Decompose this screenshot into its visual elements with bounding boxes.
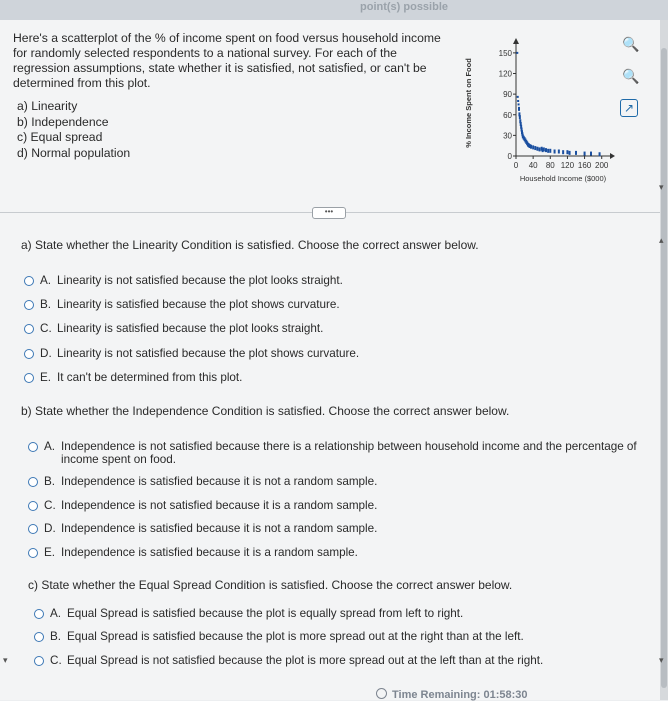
y-tick-label: 30 bbox=[503, 131, 512, 141]
y-tick-label: 150 bbox=[498, 48, 512, 58]
x-tick-label: 160 bbox=[577, 161, 592, 170]
data-point bbox=[516, 52, 518, 54]
data-point bbox=[554, 150, 556, 154]
assumption-item: b) Independence bbox=[17, 114, 109, 129]
x-axis-arrow-icon bbox=[610, 153, 615, 159]
data-point bbox=[530, 145, 532, 149]
data-point bbox=[562, 150, 564, 154]
y-axis-arrow-icon bbox=[513, 38, 519, 44]
x-axis-label: Household Income ($000) bbox=[519, 174, 607, 183]
time-remaining bbox=[376, 688, 528, 701]
data-point bbox=[534, 146, 536, 150]
assumption-list bbox=[17, 99, 130, 161]
top-bar bbox=[0, 0, 668, 20]
data-point bbox=[536, 147, 538, 151]
y-tick-label: 120 bbox=[498, 69, 512, 79]
option-c-c[interactable]: C. Equal Spread is not satisfied because the plot is more spread out at the left than at the right. bbox=[34, 654, 543, 667]
data-point bbox=[518, 103, 520, 105]
scroll-left-arrow-icon[interactable]: ▾ bbox=[3, 655, 8, 665]
assumption-item: c) Equal spread bbox=[17, 130, 103, 144]
option-a-e[interactable]: E. It can't be determined from this plot. bbox=[24, 371, 242, 384]
option-a-c[interactable]: C. Linearity is satisfied because the plot looks straight. bbox=[24, 322, 323, 335]
popout-icon[interactable]: ↗ bbox=[620, 99, 638, 117]
option-b-b[interactable]: B. Independence is satisfied because it is not a random sample. bbox=[28, 475, 377, 488]
y-tick-label: 60 bbox=[503, 110, 512, 120]
option-b-c[interactable]: C. Independence is not satisfied because it is a random sample. bbox=[28, 499, 377, 512]
radio-button[interactable] bbox=[28, 442, 38, 452]
x-tick-label: 120 bbox=[560, 161, 575, 170]
question-c-prompt: c) State whether the Equal Spread Condition is satisfied. Choose the correct answer below. bbox=[28, 578, 513, 592]
option-c-a[interactable]: A. Equal Spread is satisfied because the plot is equally spread from left to right. bbox=[34, 607, 463, 620]
option-a-a[interactable]: A. Linearity is not satisfied because the plot looks straight. bbox=[24, 274, 343, 287]
radio-button[interactable] bbox=[24, 349, 34, 359]
option-b-d[interactable]: D. Independence is satisfied because it is not a random sample. bbox=[28, 522, 377, 535]
scrollbar-thumb[interactable] bbox=[661, 48, 667, 688]
assumption-item: d) Normal population bbox=[17, 145, 131, 160]
radio-button[interactable] bbox=[28, 477, 38, 487]
more-button[interactable]: ••• bbox=[312, 207, 346, 219]
data-point bbox=[545, 148, 547, 152]
data-point bbox=[518, 107, 520, 111]
assumption-item: a) Linearity bbox=[17, 99, 78, 113]
zoom-in-icon[interactable]: 🔍 bbox=[622, 36, 640, 52]
radio-button[interactable] bbox=[28, 524, 38, 534]
radio-button[interactable] bbox=[24, 276, 34, 286]
radio-button[interactable] bbox=[24, 300, 34, 310]
data-point bbox=[558, 150, 560, 154]
radio-button[interactable] bbox=[28, 548, 38, 558]
radio-button[interactable] bbox=[34, 656, 44, 666]
data-point bbox=[584, 152, 586, 156]
time-remaining-value: 01:58:30 bbox=[483, 689, 528, 701]
data-point bbox=[599, 152, 601, 156]
question-b-prompt: b) State whether the Independence Condition is satisfied. Choose the correct answer below. bbox=[21, 404, 510, 418]
data-point bbox=[517, 96, 519, 98]
question-intro: Here's a scatterplot of the % of income spent on food versus household income for randomly selected respondents to a national survey. For each of the regression assumptions, state whether it is satisfied, not satisfied, or can't be determined from this plot. bbox=[13, 31, 441, 90]
data-point bbox=[549, 149, 551, 153]
question-a-prompt: a) State whether the Linearity Condition is satisfied. Choose the correct answer below. bbox=[21, 238, 479, 252]
scroll-up-arrow-icon[interactable]: ▴ bbox=[659, 235, 664, 245]
option-c-b[interactable]: B. Equal Spread is satisfied because the plot is more spread out at the right than at the left. bbox=[34, 630, 524, 643]
radio-button[interactable] bbox=[28, 501, 38, 511]
x-tick-label: 200 bbox=[595, 161, 609, 170]
option-a-d[interactable]: D. Linearity is not satisfied because the plot shows curvature. bbox=[24, 347, 359, 360]
radio-button[interactable] bbox=[24, 373, 34, 383]
clock-icon bbox=[376, 688, 387, 699]
time-remaining-label: Time Remaining: bbox=[392, 689, 481, 701]
data-point bbox=[547, 149, 549, 153]
option-b-a[interactable]: A. Independence is not satisfied because there is a relationship between household income and the percentage of income spent on food. bbox=[28, 440, 638, 466]
data-point bbox=[575, 151, 577, 155]
data-point bbox=[566, 150, 568, 154]
x-tick-label: 80 bbox=[545, 161, 555, 170]
scrollbar[interactable] bbox=[660, 20, 668, 700]
radio-button[interactable] bbox=[34, 632, 44, 642]
y-tick-label: 90 bbox=[503, 90, 512, 100]
radio-button[interactable] bbox=[34, 609, 44, 619]
scatterplot bbox=[460, 28, 620, 188]
x-tick-label: 0 bbox=[513, 161, 519, 170]
data-point bbox=[569, 151, 571, 155]
y-axis-label: % Income Spent on Food bbox=[464, 58, 473, 148]
data-point bbox=[519, 115, 521, 119]
x-tick-label: 40 bbox=[528, 161, 538, 170]
data-point bbox=[532, 145, 534, 149]
data-point bbox=[590, 152, 592, 156]
scroll-down-arrow-icon[interactable]: ▾ bbox=[659, 182, 664, 192]
option-b-e[interactable]: E. Independence is satisfied because it is a random sample. bbox=[28, 546, 358, 559]
radio-button[interactable] bbox=[24, 324, 34, 334]
y-tick-label: 0 bbox=[507, 152, 512, 161]
data-point bbox=[543, 147, 545, 151]
points-label: point(s) possible bbox=[360, 1, 448, 13]
data-point bbox=[517, 100, 519, 102]
option-a-b[interactable]: B. Linearity is satisfied because the plot shows curvature. bbox=[24, 298, 340, 311]
scroll-end-arrow-icon[interactable]: ▾ bbox=[659, 655, 664, 665]
data-point bbox=[539, 147, 541, 151]
zoom-out-icon[interactable]: 🔍 bbox=[622, 68, 640, 84]
